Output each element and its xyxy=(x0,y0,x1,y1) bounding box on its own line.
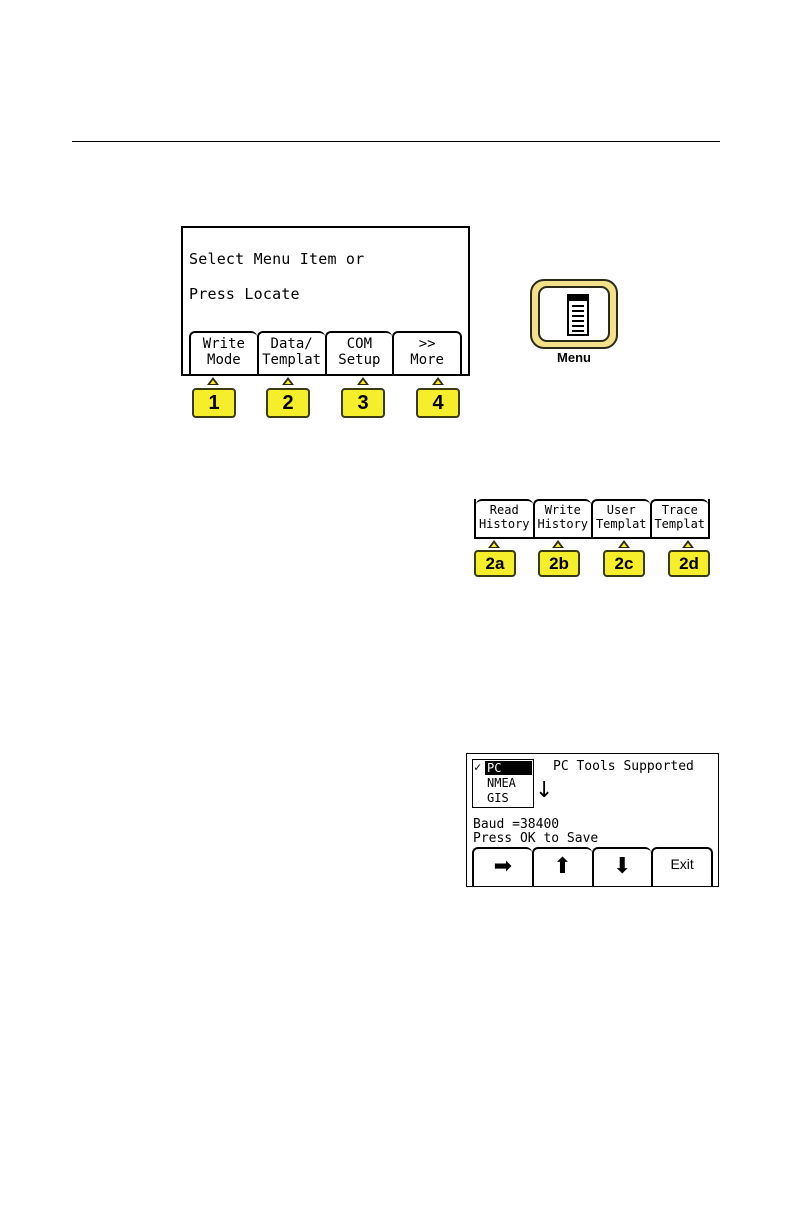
softkey-user-templat[interactable] xyxy=(591,499,650,537)
com-option-gis[interactable]: GIS xyxy=(487,791,509,805)
pointer-triangle-icon xyxy=(207,377,219,385)
baud-rate-text: Baud =38400 xyxy=(473,817,560,832)
key-label: 1 xyxy=(208,392,220,414)
main-softkey-bar xyxy=(189,331,462,374)
softkey-down-arrow[interactable] xyxy=(592,847,652,886)
com-setup-lcd-screen xyxy=(466,753,719,887)
menu-button[interactable] xyxy=(530,279,618,349)
arrow-down-icon: ⬇ xyxy=(613,854,632,879)
check-mark-icon: ✓ xyxy=(474,760,482,774)
key-label: 2d xyxy=(679,554,699,573)
softkey-right-arrow[interactable] xyxy=(472,847,532,886)
menu-button-label: Menu xyxy=(557,350,591,365)
softkey-up-arrow[interactable] xyxy=(532,847,592,886)
key-label: 4 xyxy=(432,392,444,414)
softkey-label-line1: Data/ xyxy=(270,336,313,352)
softkey-label-line1: Write xyxy=(544,503,581,517)
pointer-triangle-icon xyxy=(357,377,369,385)
pointer-triangle-icon xyxy=(618,540,630,548)
softkey-label-line1: COM xyxy=(346,336,373,352)
softkey-label-line2: Mode xyxy=(207,352,241,369)
softkey-com-setup[interactable] xyxy=(325,331,393,374)
pointer-triangle-icon xyxy=(488,540,500,548)
main-lcd-screen xyxy=(181,226,470,376)
key-label: 3 xyxy=(357,392,369,414)
softkey-label-line1: User xyxy=(606,503,636,517)
key-2a-button[interactable] xyxy=(474,550,516,577)
key-2b-button[interactable] xyxy=(538,550,580,577)
key-label: 2b xyxy=(549,554,569,573)
softkey-label-line1: Write xyxy=(202,336,245,352)
scroll-down-indicator-icon: ↓ xyxy=(535,778,554,803)
com-option-nmea[interactable]: NMEA xyxy=(487,776,516,790)
key-2-button[interactable] xyxy=(266,388,310,418)
softkey-label-line2: Setup xyxy=(338,352,381,369)
softkey-read-history[interactable] xyxy=(476,499,533,537)
softkey-exit[interactable] xyxy=(651,847,713,886)
data-submenu-softkey-bar xyxy=(474,499,710,539)
pointer-triangle-icon xyxy=(552,540,564,548)
com-softkey-bar xyxy=(472,847,713,886)
key-3-button[interactable] xyxy=(341,388,385,418)
arrow-up-icon: ⬆ xyxy=(553,854,572,879)
softkey-data-templat[interactable] xyxy=(257,331,325,374)
key-label: 2 xyxy=(282,392,294,414)
softkey-label-line2: Templat xyxy=(262,352,322,369)
menu-button-face xyxy=(538,286,610,342)
softkey-label-line2: History xyxy=(478,516,530,531)
arrow-right-icon: ➡ xyxy=(493,854,513,879)
key-label: 2a xyxy=(485,554,505,573)
com-option-list[interactable] xyxy=(472,759,534,808)
key-2c-button[interactable] xyxy=(603,550,645,577)
key-4-button[interactable] xyxy=(416,388,460,418)
pointer-triangle-icon xyxy=(282,377,294,385)
softkey-label-line2: History xyxy=(537,516,589,531)
softkey-more[interactable] xyxy=(392,331,462,374)
exit-label: Exit xyxy=(670,856,694,872)
lcd-prompt-line-1: Select Menu Item or xyxy=(189,250,365,268)
lcd-prompt-line-2: Press Locate xyxy=(189,285,300,303)
softkey-write-history[interactable] xyxy=(533,499,592,537)
softkey-label-line1: Trace xyxy=(661,503,698,517)
softkey-label-line2: Templat xyxy=(654,516,706,531)
save-instruction-text: Press OK to Save xyxy=(473,831,599,846)
softkey-write-mode[interactable] xyxy=(189,331,257,374)
pointer-triangle-icon xyxy=(432,377,444,385)
softkey-label-line1: >> xyxy=(418,336,436,352)
softkey-label-line2: More xyxy=(410,352,444,369)
com-option-pc[interactable]: PC xyxy=(485,761,532,775)
softkey-label-line1: Read xyxy=(489,503,519,517)
key-label: 2c xyxy=(614,554,634,573)
key-2d-button[interactable] xyxy=(668,550,710,577)
com-screen-title: PC Tools Supported xyxy=(553,759,694,774)
menu-document-icon xyxy=(567,294,589,336)
softkey-trace-templat[interactable] xyxy=(650,499,709,537)
header-rule xyxy=(72,141,720,142)
pointer-triangle-icon xyxy=(682,540,694,548)
key-1-button[interactable] xyxy=(192,388,236,418)
softkey-label-line2: Templat xyxy=(595,516,647,531)
